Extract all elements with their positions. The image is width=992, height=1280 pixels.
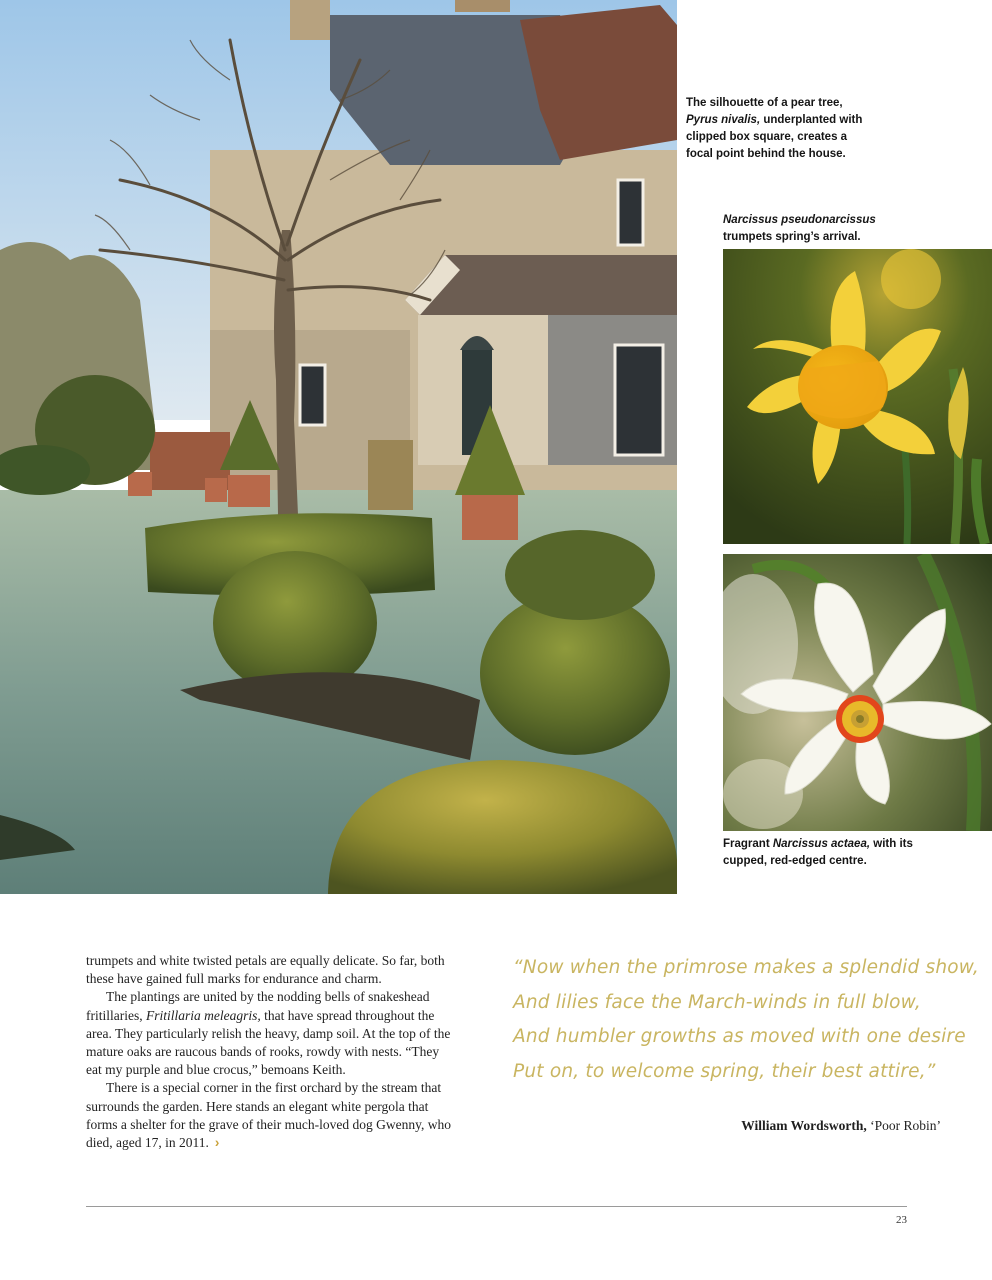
caption-pseudonarcissus [723, 212, 923, 246]
narcissus-actaea-photo [723, 554, 992, 831]
caption-actaea [723, 836, 938, 870]
caption-pseudo-rest: trumpets spring’s arrival. [723, 231, 861, 243]
poem-quote [513, 951, 980, 1089]
page-number: 23 [896, 1214, 907, 1226]
poem-line-4: Put on, to welcome spring, their best attire,” [513, 1060, 936, 1082]
garden-house-photo [0, 0, 677, 894]
footer-divider [86, 1206, 907, 1207]
poem-attribution [560, 1118, 941, 1134]
continue-chevron-icon: › [214, 1135, 220, 1151]
caption-pear-lead: The silhouette of a pear tree, [686, 97, 843, 109]
poem-author: William Wordsworth, [741, 1118, 867, 1133]
caption-pear-latin: Pyrus nivalis, [686, 114, 761, 126]
body-p2-before: The plantings are united by the nodding bells of snakeshead fritillaries, [86, 989, 430, 1023]
daffodil-photo [723, 249, 992, 544]
body-p2-after: that have spread throughout the area. They particularly relish the heavy, damp soil. At the top of the mature oaks are raucous bands of rooks, rowdy with nests. “They eat my purple and blue crocus,” bemoans Keith. [86, 1007, 451, 1078]
body-paragraph-1: trumpets and white twisted petals are equally delicate. So far, both these have gained full marks for endurance and charm. [86, 953, 445, 987]
body-p3-text: There is a special corner in the first orchard by the stream that surrounds the garden. Here stands an elegant white pergola that forms a shelter for the grave of their much-loved dog Gwenny, who died, aged 17, in 2011. [86, 1080, 452, 1151]
body-p2-latin: Fritillaria meleagris, [145, 1007, 261, 1023]
article-body [86, 952, 454, 1152]
caption-pseudo-latin: Narcissus pseudonarcissus [723, 214, 876, 226]
poem-line-2: And lilies face the March-winds in full blow, [513, 991, 921, 1013]
caption-actaea-latin: Narcissus actaea, [772, 838, 871, 850]
body-paragraph-2 [86, 988, 454, 1079]
caption-pear-tree [686, 95, 876, 163]
caption-pear-rest: underplanted with clipped box square, creates a focal point behind the house. [686, 114, 863, 160]
caption-actaea-rest: with its cupped, red-edged centre. [723, 838, 913, 867]
poem-title: ‘Poor Robin’ [870, 1118, 941, 1133]
poem-line-3: And humbler growths as moved with one desire [513, 1026, 966, 1047]
caption-actaea-lead: Fragrant [723, 838, 770, 850]
poem-line-1: “Now when the primrose makes a splendid show, [513, 957, 980, 978]
body-paragraph-3 [86, 1079, 454, 1152]
